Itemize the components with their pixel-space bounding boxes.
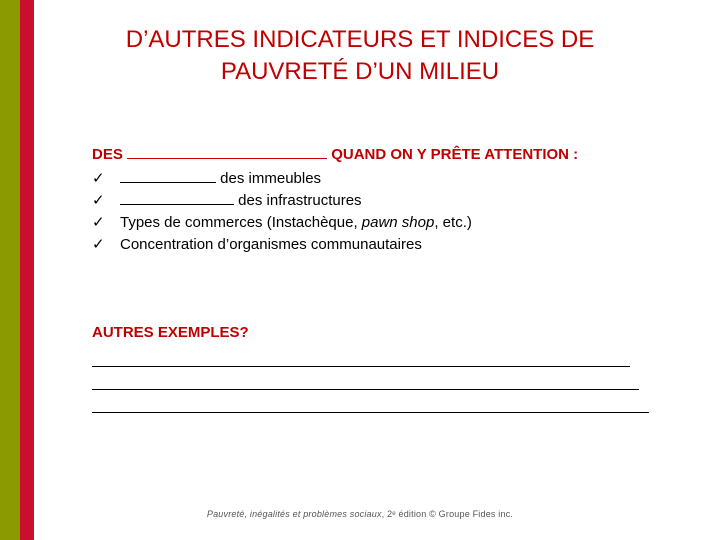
side-accent-red (20, 0, 34, 540)
side-accent-olive (0, 0, 20, 540)
footer-credit (0, 509, 720, 519)
list-item (92, 190, 472, 212)
footer-copyright: , 2ᵉ édition © Groupe Fides inc. (381, 509, 514, 519)
checkmark-icon: ✓ (92, 170, 105, 187)
title-line-1: D’AUTRES INDICATEURS ET INDICES DE (125, 26, 595, 53)
lead-sentence (92, 146, 578, 163)
list-item (92, 212, 472, 234)
lead-prefix: DES (92, 146, 123, 163)
checkmark-icon: ✓ (92, 192, 105, 209)
answer-line (92, 366, 630, 367)
list-item (92, 168, 472, 190)
item-text: des immeubles (220, 170, 322, 187)
list-item (92, 234, 472, 256)
item-blank (120, 193, 234, 205)
item-text-end: , etc.) (434, 214, 472, 231)
item-text-italic: pawn shop (361, 214, 435, 231)
lead-blank (127, 148, 327, 159)
slide-title (60, 24, 660, 88)
other-examples-heading: AUTRES EXEMPLES? (92, 324, 249, 341)
answer-line (92, 412, 649, 413)
item-text: Concentration d’organismes communautaires (120, 236, 422, 253)
checkmark-icon: ✓ (92, 236, 105, 253)
lead-suffix: QUAND ON Y PRÊTE ATTENTION : (331, 146, 579, 163)
item-blank (120, 171, 216, 183)
indicator-list (92, 168, 472, 256)
footer-book-title: Pauvreté, inégalités et problèmes sociaux (206, 509, 382, 519)
answer-line (92, 389, 639, 390)
checkmark-icon: ✓ (92, 214, 105, 231)
title-line-2: PAUVRETÉ D’UN MILIEU (220, 58, 500, 85)
item-text: Types de commerces (Instachèque, (120, 214, 362, 231)
item-text: des infrastructures (238, 192, 362, 209)
